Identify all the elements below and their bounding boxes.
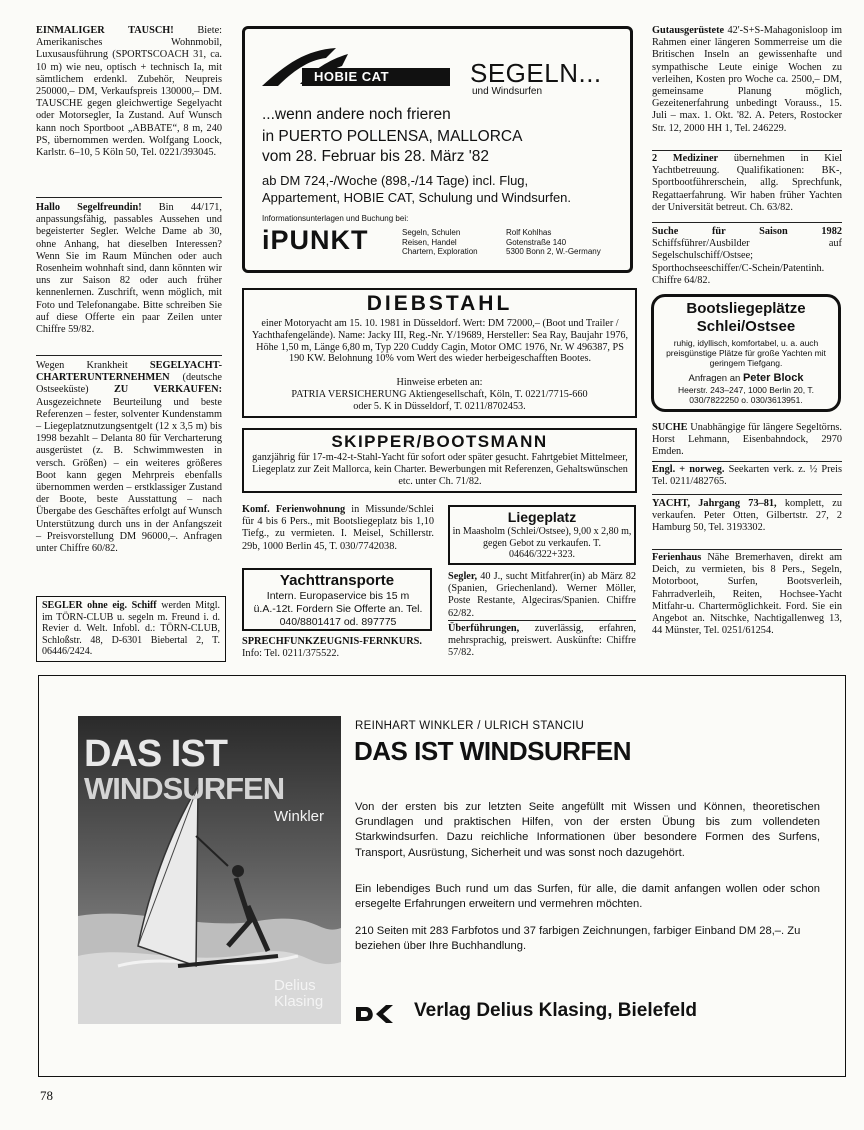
ad-line: vom 28. Februar bis 28. März '82 xyxy=(262,148,489,165)
ad-headline: SPRECHFUNKZEUGNIS-FERNKURS. xyxy=(242,636,422,647)
ad-text: Wegen Krankheit xyxy=(36,360,128,371)
classified-ad-saison xyxy=(652,226,842,287)
ad-contact: oder 5. K in Düsseldorf, T. 0211/8702453. xyxy=(353,401,526,412)
book-description: Ein lebendiges Buch rund um das Surfen, für alle, die damit anfangen wollen oder schon ersegelte Erfahrungen erweitern und vermehren möchten. xyxy=(355,883,820,911)
book-authors: REINHART WINKLER / ULRICH STANCIU xyxy=(355,720,585,732)
book-description: 210 Seiten mit 283 Farbfotos und 37 farbigen Zeichnungen, farbiger Einband DM 28,–. Zu beziehen über Ihre Buchhandlung. xyxy=(355,925,801,953)
ad-title: Liegeplatz xyxy=(507,509,577,525)
ad-headline: Ferienhaus xyxy=(652,552,702,563)
ad-text: zuverlässig, erfahren, mehrsprachig, preiswert. Auskünfte: Chiffre 57/82. xyxy=(448,623,636,659)
ad-headline: 2 Mediziner xyxy=(652,153,719,164)
divider xyxy=(652,461,842,462)
ad-title: SKIPPER/BOOTSMANN xyxy=(331,432,548,451)
ad-text: übernehmen in Kiel Yachtbetreuung. Qualifikationen: BK-, Sportbootführerschein, allg. Sprechfunk, Regattaerfahrung. Wir haben früher Yachten der Universität betreut. Ch. 63/82. xyxy=(652,153,843,213)
ad-title: DIEBSTAHL xyxy=(366,292,513,315)
classified-ad-yacht xyxy=(652,498,842,535)
cover-title: DAS IST xyxy=(84,733,227,775)
classified-ad-charter xyxy=(36,360,222,555)
ad-hint: Hinweise erbeten an: xyxy=(396,377,483,388)
divider xyxy=(448,620,636,621)
classified-ad-suche xyxy=(652,422,842,459)
ipunkt-logo: iPUNKT xyxy=(262,225,369,255)
ad-text: ganzjährig für 17-m-42-t-Stahl-Yacht für sofort oder später gesucht. Fahrtgebiet Mittelmeer, Liegeplatz zur Zeit Mallorca, kein Charter. Bewerbungen mit Referenzen, Gehaltswünschen etc. unter Ch. 71/82. xyxy=(252,452,628,487)
divider xyxy=(652,150,842,151)
ipunkt-address: Rolf Kohlhas Gotenstraße 140 5300 Bonn 2, W.-Germany xyxy=(506,228,601,256)
ad-text: Biete: Amerikanisches Wohnmobil, Luxusausführung (SPORTSCOACH 31, ca. 10 m) wie neu, optisch + technisch Ia, mit sämtlichem erdenkl. Zubehör, Neupreis 250000,– DM, Verkaufspreis 130000,– DM. TAUSCHE gegen gleichwertige Segelyacht oder Motorsegler, Ia Zustand. Auf Wunsch kann noch Sportboot „ABBATE“, 8 m, 240 PS, übernommen werden. Wolfgang Loock, Karlstr. 6–10, 5 Köln 50, Tel. 0221/393045. xyxy=(36,25,223,159)
ad-headline: EINMALIGER TAUSCH! xyxy=(36,25,174,36)
classified-ad-segler xyxy=(448,571,636,620)
ad-text: Schiffsführer/Ausbilder auf Segelschulschiff/Ostsee; Sporthochseeschiffer/C-Schein/Patentinh. Chiffre 64/82. xyxy=(652,238,842,286)
divider xyxy=(36,355,222,356)
classified-ad-mediziner xyxy=(652,153,842,214)
classified-ad-toern-club xyxy=(36,596,226,662)
divider xyxy=(36,197,222,198)
classified-ad-seekarten xyxy=(652,464,842,488)
ad-headline: Überführungen, xyxy=(448,623,520,634)
publisher-logo xyxy=(356,1003,394,1025)
ad-headline: Komf. Ferienwohnung xyxy=(242,504,346,515)
classified-ad-ferienwohnung xyxy=(242,504,434,553)
ad-headline: Hallo Segelfreundin! xyxy=(36,202,142,213)
ad-headline: Engl. + norweg. xyxy=(652,464,725,475)
ad-headline: Suche für Saison 1982 xyxy=(652,226,842,237)
ad-subtitle: und Windsurfen xyxy=(472,86,543,97)
logo-text: HOBIE CAT xyxy=(314,69,390,84)
publisher-name: Verlag Delius Klasing, Bielefeld xyxy=(414,1000,697,1021)
ad-title: Schlei/Ostsee xyxy=(696,318,796,335)
ad-text: komplett, zu verkaufen. Peter Otten, Gilbertstr. 27, 2 Hamburg 50, Tel. 3193302. xyxy=(652,498,842,534)
ad-text: Info: Tel. 0211/375522. xyxy=(242,648,340,660)
ad-text: in Missunde/Schlei für 4 bis 6 Pers., mit Bootsliegeplatz bis 1,10 Tiefg., zu vermieten. I. Meisel, Schillerstr. 29b, 1000 Berlin 45, T. 030/7742038. xyxy=(242,504,434,552)
cover-author: Winkler xyxy=(274,808,325,825)
ad-text: einer Motoryacht am 15. 10. 1981 in Düsseldorf. Wert: DM 72000,– (Boot und Trailer / Yachthafengelände). Name: Jacky III, Reg.-Nr. Y/19689, Hersteller: Sea Ray, Baujahr 1976, Höhe 1,50 m, Länge 6,80 m, Typ 220 Cuddy Cagin, Motor OMC 1976, Nr. W 496387, PS 190 KW. Belohnung 10% vom Wert des wieder herbeigeschafften Bootes. xyxy=(251,318,629,365)
divider xyxy=(652,549,842,550)
page-number: 78 xyxy=(40,1088,53,1103)
ad-text: Unabhängige für längere Segeltörns. Horst Lehmann, Eisenbahndock, 2970 Emden. xyxy=(652,422,842,458)
ad-line: Appartement, HOBIE CAT, Schulung und Windsurfen. xyxy=(262,190,572,205)
ad-text: Ausgezeichnete Beurteilung und beste Referenzen – fester, solventer Kundenstamm – Liegeplatznutzungsentgelt (12 x 3,5 m) bis 1998 bezahlt – Delanta 80 für Vercharterung ausgerüstet (z. B. Schwimmwesten in versch. Größen) – ein weiteres größeres Boot kann gegen Mehrpreis ebenfalls übernommen werden – erstklassiger Zustand der Boote, beste Ausstattung – nach Übergabe des Geschäftes erfolgt auf Wunsch Unterstützung durch uns in der Anfangszeit – Preisvorstellung DM 96000,–. Anfragen unter Chiffre 60/82. xyxy=(36,396,222,555)
ad-contact: Anfragen an Peter Block xyxy=(688,372,804,384)
ad-text: werden Mitgl. im TÖRN-CLUB u. segeln m. Freund i. d. Revier d. Welt. Infobl. d.: TÖRN-CLUB, Schloßstr. 48, D-6301 Biebertal 2, T. 06446/2424. xyxy=(42,600,221,658)
ad-text: in Maasholm (Schlei/Ostsee), 9,00 x 2,80 m, gegen Gebot zu verkaufen. T. 04646/322+323. xyxy=(452,526,632,561)
ad-address: Heerstr. 243–247, 1000 Berlin 20, T. 030/7822250 o. 030/3613951. xyxy=(678,385,814,406)
ad-contact: PATRIA VERSICHERUNG Aktiengesellschaft, Köln, T. 0221/7715-660 xyxy=(291,389,588,400)
book-description: Von der ersten bis zur letzten Seite angefüllt mit Wissen und Können, theoretischen Grundlagen und praktischen Hilfen, von der ersten Übung bis zum vollendeten Starkwindsurfen. Dazu reichliche Informationen über besondere Formen des Surfens, Transport, Ausrüstung, Sicherheit und was sonst noch dazugehört. xyxy=(355,801,820,859)
ad-line: ab DM 724,-/Woche (898,-/14 Tage) incl. Flug, xyxy=(262,173,529,188)
ad-text: 42'-S+S-Mahagonisloop im Rahmen einer längeren Sommerreise um die Britischen Inseln an gewissenhafte und sympathische Leute einige Wochen zu verleihen, Kosten pro Woche ca. 2500,– DM, gemeinsame Planung möglich, Gezeitenerfahrung unbedingt Vorauss., 15. Juli – max. 1. Okt. '82. A. Peters, Rostocker Str. 12, 2000 HH 1, Tel. 246229. xyxy=(652,25,842,134)
ad-headline: ZU VERKAUFEN: xyxy=(113,384,223,396)
ad-line: in PUERTO POLLENSA, MALLORCA xyxy=(262,128,523,145)
ad-text: 40 J., sucht Mitfahrer(in) ab März 82 (Spanien, Griechenland). Werner Möller, Poste Restante, Algeciras/Spanien. Chiffre 62/82. xyxy=(448,571,637,619)
ad-headline: SEGELYACHT-CHARTERUNTERNEHMEN xyxy=(36,360,222,384)
cover-title: WINDSURFEN xyxy=(84,771,285,806)
classified-ad-mahagonisloop xyxy=(652,25,842,135)
ad-text: (deutsche Ostseeküste) xyxy=(36,372,222,396)
ad-text: Nähe Bremerhaven, direkt am Deich, zu vermieten, bis 8 Pers., Segeln, Motorboot, Surfen, Bootsverleih, Fahrradverleih, Reiten, Hochsee-Yacht Mitfahr-u. Chartermöglichkeit. Ford. Sie ein Angebot an. Nitschke, Nachtigallenweg 13, 44 Münster, Tel. 0251/61254. xyxy=(652,552,842,637)
ad-text: ruhig, idyllisch, komfortabel, u. a. auch preisgünstige Plätze für große Yachten mit geringem Tiefgang. xyxy=(666,338,826,369)
hobie-cat-logo xyxy=(256,44,450,92)
divider xyxy=(652,494,842,495)
ad-headline: SEGLER ohne eig. Schiff xyxy=(42,600,157,611)
ad-info: Informationsunterlagen und Buchung bei: xyxy=(262,214,409,223)
ad-headline: Gutausgerüstete xyxy=(652,25,725,36)
ad-line: ...wenn andere noch frieren xyxy=(262,106,451,123)
ad-title: SEGELN... xyxy=(470,58,602,88)
classified-ad-ferienhaus xyxy=(652,552,842,637)
classified-ad-ueberfuehrungen xyxy=(448,623,636,660)
ad-text: Intern. Europaservice bis 15 m ü.A.-12t. Fordern Sie Offerte an. Tel. 040/8801417 od. 897775 xyxy=(253,590,423,628)
cover-publisher: Delius Klasing xyxy=(274,977,324,1010)
divider xyxy=(652,222,842,223)
classified-ad-tausch xyxy=(36,25,222,159)
ad-title: Bootsliegeplätze xyxy=(686,300,806,317)
classified-ad-funk xyxy=(242,636,438,660)
ad-text: Bin 44/171, anpassungsfähig, passables Aussehen und begeisterter Segler. Welche Dame ab 30, ohne Anhang, hat dieselben Interessen? Wenn Sie im Raum München oder auch Rosenheim wohnhaft sind, dann könnten wir uns zur Saison 82 oder auch früher kennenlernen. Zuschrift, wenn möglich, mit Foto und Telefonangabe. Bitte schreiben Sie auf diese Offerte ein paar Zeilen unter Chiffre 59/82. xyxy=(36,202,222,336)
ipunkt-tagline: Segeln, Schulen Reisen, Handel Chartern, Exploration xyxy=(402,228,478,256)
ad-title: Yachttransporte xyxy=(279,572,395,589)
ad-headline: Segler, xyxy=(448,571,478,582)
classified-ad-segelfreundin xyxy=(36,202,222,336)
ad-text: Seekarten verk. z. ½ Preis Tel. 0211/482765. xyxy=(652,464,842,488)
ad-headline: SUCHE xyxy=(652,422,688,433)
book-title: DAS IST WINDSURFEN xyxy=(354,736,631,766)
ad-headline: YACHT, Jahrgang 73–81, xyxy=(652,498,777,509)
book-cover xyxy=(78,716,341,1024)
